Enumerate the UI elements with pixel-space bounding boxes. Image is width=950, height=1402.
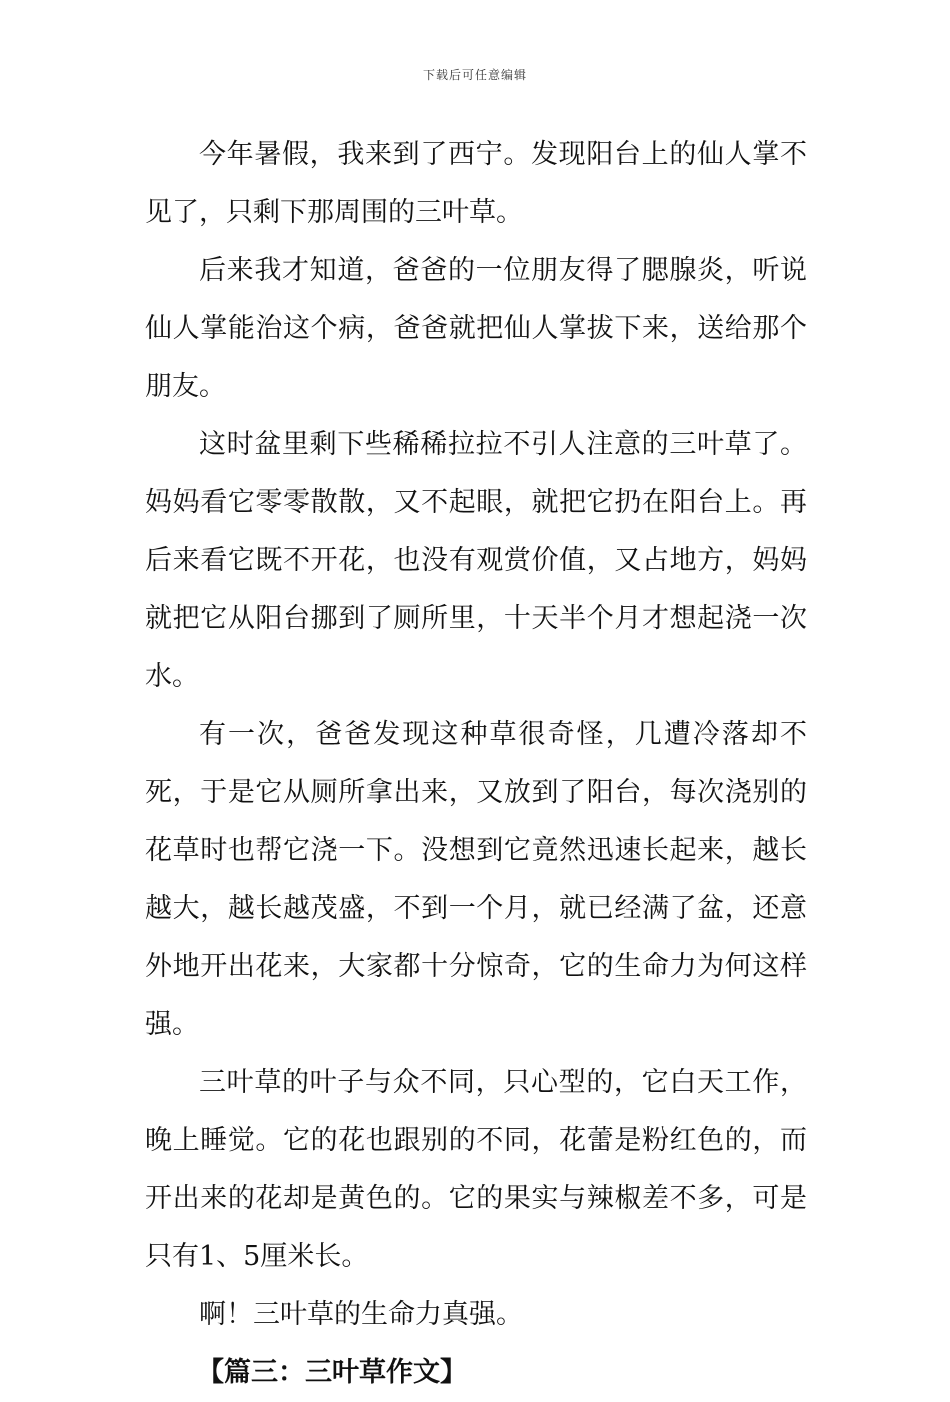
paragraph-5: 三叶草的叶子与众不同，只心型的，它白天工作，晚上睡觉。它的花也跟别的不同，花蕾是粉红色的，而开出来的花却是黄色的。它的果实与辣椒差不多，可是只有1、5厘米长。 bbox=[145, 1067, 807, 1272]
section-heading: 【篇三：三叶草作文】 bbox=[197, 1357, 467, 1388]
document-body bbox=[145, 126, 807, 1402]
paragraph-6: 啊！三叶草的生命力真强。 bbox=[199, 1299, 523, 1330]
paragraph-3: 这时盆里剩下些稀稀拉拉不引人注意的三叶草了。妈妈看它零零散散，又不起眼，就把它扔在阳台上。再后来看它既不开花，也没有观赏价值，又占地方，妈妈就把它从阳台挪到了厕所里，十天半个月才想起浇一次水。 bbox=[145, 429, 807, 692]
paragraph-1: 今年暑假，我来到了西宁。发现阳台上的仙人掌不见了，只剩下那周围的三叶草。 bbox=[145, 139, 807, 228]
paragraph-2: 后来我才知道，爸爸的一位朋友得了腮腺炎，听说仙人掌能治这个病，爸爸就把仙人掌拔下来，送给那个朋友。 bbox=[145, 255, 807, 402]
paragraph-4: 有一次，爸爸发现这种草很奇怪，几遭冷落却不死，于是它从厕所拿出来，又放到了阳台，每次浇别的花草时也帮它浇一下。没想到它竟然迅速长起来，越长越大，越长越茂盛，不到一个月，就已经满了盆，还意外地开出花来，大家都十分惊奇，它的生命力为何这样强。 bbox=[145, 719, 807, 1040]
page-header: 下载后可任意编辑 bbox=[422, 68, 527, 82]
